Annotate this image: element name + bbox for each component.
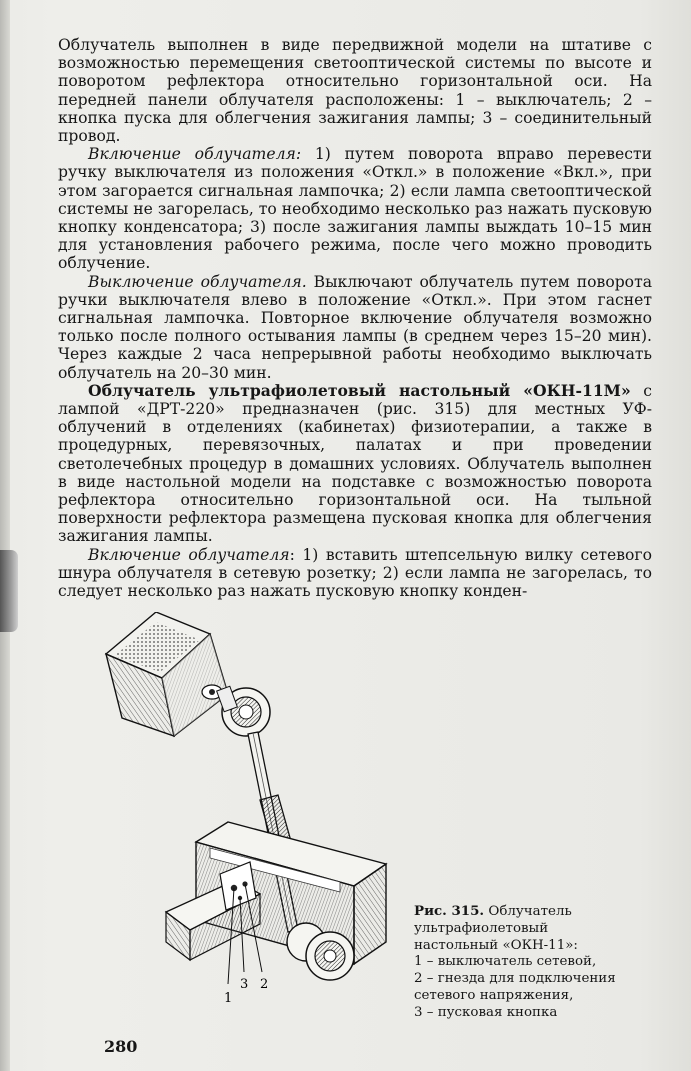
figure-315-illustration bbox=[100, 612, 410, 1010]
caption-line-1 bbox=[414, 903, 664, 921]
paragraph-3-body: Выключают облучатель путем поворота ручки выключателя влево в положение «Откл.». При этом гаснет сигнальная лампочка. Повторное включение облучателя возможно только после полного остывания лампы (в среднем через 15–20 мин). Через каждые 2 часа непрерывной работы необходимо выключать облучатель на 20–30 мин. bbox=[58, 272, 652, 382]
caption-number: Рис. 315. bbox=[414, 903, 485, 919]
paragraph-4 bbox=[58, 382, 652, 546]
caption-title: Облучатель bbox=[484, 904, 572, 919]
caption-line-3: настольный «ОКН-11»: bbox=[414, 937, 578, 953]
reflector-head bbox=[106, 612, 228, 736]
paragraph-5 bbox=[58, 546, 652, 601]
uv-lamp-drawing bbox=[100, 612, 410, 1010]
paragraph-3 bbox=[58, 273, 652, 382]
paragraph-5-heading: Включение облучателя bbox=[88, 545, 290, 564]
paragraph-4-body: с лампой «ДРТ-220» предназначен (рис. 315) для местных УФ-облучений в отделениях (кабинетах) физиотерапии, а также в процедурных, перевязочных, палатах и при проведении светолечебных процедур в домашних условиях. Облучатель выполнен в виде настольной модели на подставке с возможностью поворота рефлектора относительно горизонтальной оси. На тыльной поверхности рефлектора размещена пусковая кнопка для облегчения зажигания лампы. bbox=[58, 381, 652, 546]
page-edge bbox=[0, 0, 10, 1071]
binder-tab bbox=[0, 550, 18, 632]
pivot-knob bbox=[217, 686, 270, 736]
caption-line-7: 3 – пусковая кнопка bbox=[414, 1004, 558, 1020]
paragraph-1: Облучатель выполнен в виде передвижной модели на штативе с возможностью перемещения светооптической системы по высоте и поворотом рефлектора относительно горизонтальной оси. На передней панели облучателя расположены: 1 – выключатель; 2 – кнопка пуска для облегчения зажигания лампы; 3 – соединительный провод. bbox=[58, 36, 652, 146]
paragraph-2-body: 1) путем поворота вправо перевести ручку выключателя из положения «Откл.» в положение «Вкл.», при этом загорается сигнальная лампочка; 2) если лампа светооптической системы не загорелась, то необходимо несколько раз нажать пусковую кнопку конденсатора; 3) после зажигания лампы выждать 10–15 мин для установления рабочего режима, после чего можно проводить облучение. bbox=[58, 145, 653, 273]
caption-line-6: сетевого напряжения, bbox=[414, 987, 574, 1003]
paragraph-5-body: : 1) вставить штепсельную вилку сетевого шнура облучателя в сетевую розетку; 2) если лампа не загорелась, то следует несколько раз нажать пусковую кнопку конден- bbox=[58, 545, 652, 601]
caption-line-4: 1 – выключатель сетевой, bbox=[414, 954, 597, 970]
paragraph-2-heading: Включение облучателя: bbox=[88, 145, 302, 164]
paragraph-3-heading: Выключение облучателя. bbox=[88, 272, 307, 291]
figure-caption bbox=[414, 903, 664, 1022]
body-text bbox=[58, 36, 652, 600]
paragraph-4-heading: Облучатель ультрафиолетовый настольный «ОКН-11М» bbox=[88, 380, 631, 400]
caption-line-5: 2 – гнезда для подключения bbox=[414, 971, 616, 987]
page-number: 280 bbox=[104, 1037, 138, 1056]
callout-label-1: 1 bbox=[224, 991, 233, 1006]
paragraph-2 bbox=[58, 145, 652, 272]
caption-line-2: ультрафиолетовый bbox=[414, 920, 549, 936]
callout-label-3: 3 bbox=[240, 977, 249, 992]
callout-label-2: 2 bbox=[260, 977, 269, 992]
